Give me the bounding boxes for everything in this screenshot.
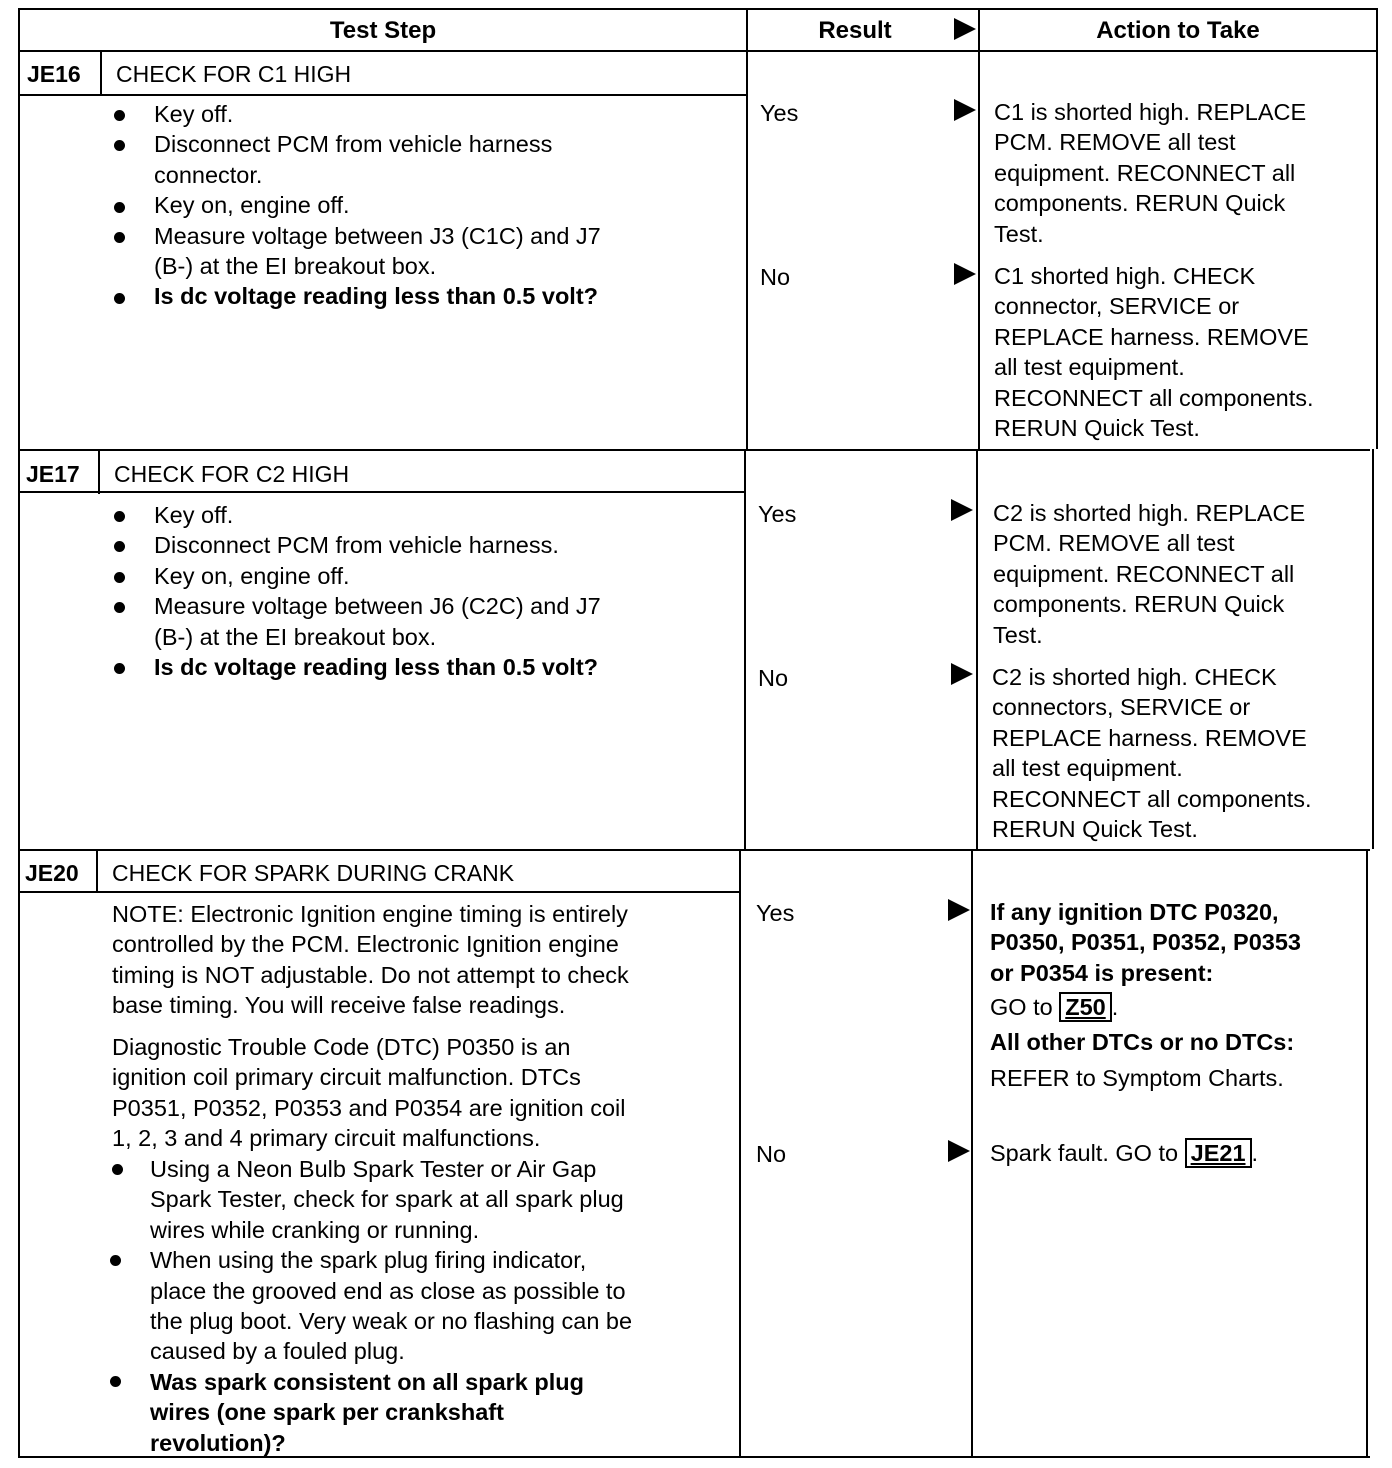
step-line: Spark Tester, check for spark at all spark plug bbox=[150, 1186, 624, 1213]
header-test-step: Test Step bbox=[329, 17, 437, 44]
no-action bbox=[990, 1138, 1258, 1168]
goto-prefix: GO to bbox=[990, 994, 1053, 1021]
step-note bbox=[112, 899, 629, 1021]
bullet-icon bbox=[114, 602, 125, 613]
action-line: components. RERUN Quick bbox=[994, 190, 1286, 217]
action-line: Test. bbox=[994, 220, 1044, 247]
step-line: (B-) at the EI breakout box. bbox=[154, 253, 437, 280]
action-line bbox=[990, 1138, 1258, 1168]
no-action-prefix: Spark fault. GO to bbox=[990, 1140, 1179, 1166]
result-yes: Yes bbox=[760, 100, 799, 126]
result-arrow-icon bbox=[954, 99, 976, 121]
step-line: the plug boot. Very weak or no flashing can be bbox=[150, 1308, 633, 1335]
dtc-line: Diagnostic Trouble Code (DTC) P0350 is an bbox=[112, 1034, 571, 1060]
step-line: Disconnect PCM from vehicle harness. bbox=[154, 532, 559, 559]
step-code: JE20 bbox=[25, 860, 79, 886]
header-result: Result bbox=[818, 17, 892, 44]
step-question: Is dc voltage reading less than 0.5 volt? bbox=[154, 283, 599, 310]
bullet-icon bbox=[114, 511, 125, 522]
step-code: JE17 bbox=[26, 461, 80, 487]
step-line: (B-) at the EI breakout box. bbox=[154, 623, 437, 650]
dtc-line: ignition coil primary circuit malfunction. DTCs bbox=[112, 1064, 581, 1091]
step-question: Is dc voltage reading less than 0.5 volt? bbox=[154, 654, 599, 681]
column-divider bbox=[978, 8, 980, 449]
code-divider bbox=[98, 451, 100, 494]
action-line: REFER to Symptom Charts. bbox=[990, 1065, 1284, 1092]
no-action bbox=[992, 662, 1312, 844]
step-line: Measure voltage between J6 (C2C) and J7 bbox=[154, 593, 601, 620]
step-line: Key on, engine off. bbox=[154, 562, 350, 589]
step-title: CHECK FOR C2 HIGH bbox=[114, 461, 350, 487]
column-divider bbox=[744, 449, 746, 849]
action-condition: P0350, P0351, P0352, P0353 bbox=[990, 929, 1301, 956]
action-line: PCM. REMOVE all test bbox=[993, 530, 1235, 557]
action-line: components. RERUN Quick bbox=[993, 591, 1285, 618]
dtc-line: P0351, P0352, P0353 and P0354 are ignition coil bbox=[112, 1094, 626, 1121]
action-line: PCM. REMOVE all test bbox=[994, 129, 1236, 156]
step-line: Measure voltage between J3 (C1C) and J7 bbox=[154, 222, 601, 249]
table-top-border bbox=[18, 8, 1378, 10]
action-line: C1 shorted high. CHECK bbox=[994, 263, 1256, 289]
step-line: Key off. bbox=[154, 101, 234, 127]
goto-period: . bbox=[1111, 994, 1119, 1021]
table-right-border bbox=[1372, 449, 1374, 849]
title-underline bbox=[18, 491, 744, 493]
row-divider bbox=[18, 849, 1370, 851]
title-underline bbox=[18, 94, 746, 96]
no-action bbox=[994, 261, 1314, 443]
result-arrow-icon bbox=[951, 499, 973, 521]
action-line: connector, SERVICE or bbox=[994, 293, 1240, 320]
goto-line bbox=[990, 992, 1301, 1022]
note-line: timing is NOT adjustable. Do not attempt to check bbox=[112, 961, 629, 988]
step-line: place the grooved end as close as possible to bbox=[150, 1277, 626, 1304]
action-line: all test equipment. bbox=[994, 354, 1185, 381]
column-divider bbox=[739, 849, 741, 1458]
step-line: wires while cranking or running. bbox=[150, 1216, 480, 1243]
step-instructions bbox=[154, 99, 601, 312]
header-action: Action to Take bbox=[1096, 17, 1260, 44]
action-line: RERUN Quick Test. bbox=[994, 415, 1200, 442]
step-instructions bbox=[154, 500, 601, 682]
action-line: RECONNECT all components. bbox=[992, 785, 1312, 812]
step-line: Using a Neon Bulb Spark Tester or Air Gap bbox=[150, 1156, 597, 1182]
step-line: Key on, engine off. bbox=[154, 192, 350, 219]
step-question: revolution)? bbox=[150, 1429, 286, 1456]
column-divider bbox=[971, 849, 973, 1458]
step-line: Disconnect PCM from vehicle harness bbox=[154, 131, 553, 158]
bullet-icon bbox=[114, 110, 125, 121]
code-divider bbox=[96, 851, 98, 893]
step-line: When using the spark plug firing indicator, bbox=[150, 1247, 587, 1274]
action-line: C2 is shorted high. REPLACE bbox=[993, 500, 1306, 526]
action-line: REPLACE harness. REMOVE bbox=[992, 724, 1307, 751]
action-line: C1 is shorted high. REPLACE bbox=[994, 99, 1307, 125]
result-no: No bbox=[758, 665, 789, 691]
step-line: caused by a fouled plug. bbox=[150, 1338, 405, 1365]
step-code: JE16 bbox=[27, 61, 81, 87]
goto-ref-je21[interactable]: JE21 bbox=[1185, 1138, 1252, 1168]
bullet-icon bbox=[114, 663, 125, 674]
bullet-icon bbox=[114, 572, 125, 583]
note-line: NOTE: Electronic Ignition engine timing is entirely bbox=[112, 901, 628, 927]
goto-period: . bbox=[1251, 1140, 1259, 1166]
step-instructions bbox=[150, 1154, 632, 1458]
title-underline bbox=[18, 891, 739, 893]
step-line: connector. bbox=[154, 161, 263, 188]
step-title: CHECK FOR SPARK DURING CRANK bbox=[112, 860, 515, 886]
bullet-icon bbox=[114, 293, 125, 304]
result-arrow-icon bbox=[948, 1140, 970, 1162]
bullet-icon bbox=[114, 140, 125, 151]
action-line: Test. bbox=[993, 621, 1043, 648]
dtc-line: 1, 2, 3 and 4 primary circuit malfunctions. bbox=[112, 1125, 541, 1152]
bullet-icon bbox=[110, 1255, 121, 1266]
action-line: C2 is shorted high. CHECK bbox=[992, 664, 1277, 690]
header-arrow-icon bbox=[954, 18, 976, 40]
action-line: RECONNECT all components. bbox=[994, 384, 1314, 411]
result-no: No bbox=[760, 264, 791, 290]
note-line: controlled by the PCM. Electronic Ignition engine bbox=[112, 931, 619, 958]
action-line: all test equipment. bbox=[992, 755, 1183, 782]
result-no: No bbox=[756, 1141, 787, 1167]
step-line: Key off. bbox=[154, 502, 234, 528]
yes-action bbox=[993, 498, 1305, 650]
code-divider bbox=[100, 52, 102, 96]
table-right-border bbox=[1376, 8, 1378, 449]
action-line: equipment. RECONNECT all bbox=[993, 560, 1295, 587]
goto-ref-z50[interactable]: Z50 bbox=[1059, 992, 1112, 1022]
step-question: wires (one spark per crankshaft bbox=[150, 1399, 504, 1426]
dtc-description bbox=[112, 1032, 625, 1154]
result-yes: Yes bbox=[756, 900, 795, 926]
result-arrow-icon bbox=[948, 899, 970, 921]
header-bottom-border bbox=[18, 50, 1378, 52]
action-condition: All other DTCs or no DTCs: bbox=[990, 1028, 1295, 1055]
note-line: base timing. You will receive false readings. bbox=[112, 992, 566, 1019]
column-divider bbox=[746, 8, 748, 449]
step-title: CHECK FOR C1 HIGH bbox=[116, 61, 352, 87]
action-line: REPLACE harness. REMOVE bbox=[994, 323, 1309, 350]
step-question: Was spark consistent on all spark plug bbox=[150, 1368, 584, 1395]
action-line: equipment. RECONNECT all bbox=[994, 159, 1296, 186]
bullet-icon bbox=[110, 1376, 121, 1387]
result-arrow-icon bbox=[951, 663, 973, 685]
row-divider bbox=[18, 449, 1370, 451]
action-condition: or P0354 is present: bbox=[990, 959, 1214, 986]
bullet-icon bbox=[112, 1164, 123, 1175]
action-condition: If any ignition DTC P0320, bbox=[990, 899, 1279, 925]
column-divider bbox=[976, 449, 978, 849]
bullet-icon bbox=[114, 202, 125, 213]
result-yes: Yes bbox=[758, 501, 797, 527]
bullet-icon bbox=[114, 541, 125, 552]
yes-action bbox=[994, 97, 1306, 249]
table-left-border bbox=[18, 8, 20, 1458]
result-arrow-icon bbox=[954, 263, 976, 285]
action-line: connectors, SERVICE or bbox=[992, 694, 1251, 721]
table-right-border bbox=[1366, 849, 1368, 1458]
action-line: RERUN Quick Test. bbox=[992, 816, 1198, 843]
yes-action bbox=[990, 897, 1301, 1093]
bullet-icon bbox=[114, 232, 125, 243]
